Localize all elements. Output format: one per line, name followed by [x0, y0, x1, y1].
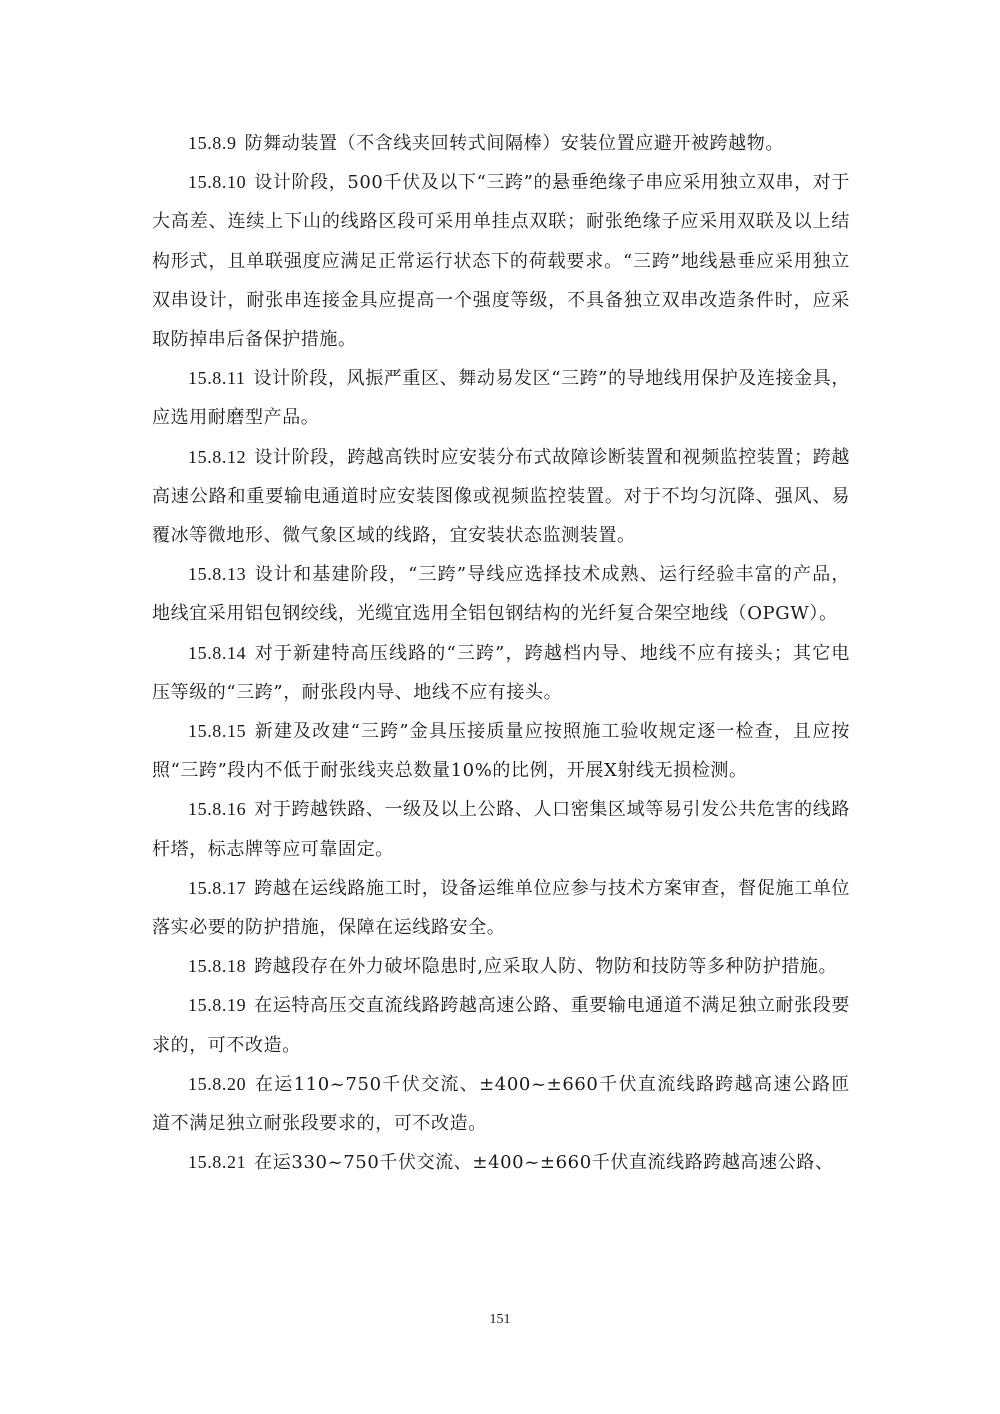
clause-number: 15.8.21 — [188, 1152, 247, 1173]
clause-text: 防舞动装置（不含线夹回转式间隔棒）安装位置应避开被跨越物。 — [244, 133, 785, 154]
clause-15-8-18 — [152, 947, 850, 986]
clause-text: 设计和基建阶段，“三跨”导线应选择技术成熟、运行经验丰富的产品，地线宜采用铝包钢绞线，光缆宜选用全铝包钢结构的光纤复合架空地线（OPGW）。 — [152, 564, 850, 625]
clause-text: 设计阶段，风振严重区、舞动易发区“三跨”的导地线用保护及连接金具，应选用耐磨型产品。 — [152, 368, 850, 429]
clause-number: 15.8.16 — [188, 799, 247, 820]
clause-15-8-12 — [152, 438, 850, 556]
clause-15-8-21 — [152, 1143, 850, 1182]
clause-15-8-17 — [152, 869, 850, 947]
clause-15-8-20 — [152, 1065, 850, 1143]
clause-text: 新建及改建“三跨”金具压接质量应按照施工验收规定逐一检查，且应按照“三跨”段内不低于耐张线夹总数量10%的比例，开展X射线无损检测。 — [152, 721, 850, 782]
clause-number: 15.8.13 — [188, 564, 247, 585]
clause-text: 跨越段存在外力破坏隐患时,应采取人防、物防和技防等多种防护措施。 — [254, 956, 838, 978]
clause-text: 设计阶段，500千伏及以下“三跨”的悬垂绝缘子串应采用独立双串，对于大高差、连续上下山的线路区段可采用单挂点双联；耐张绝缘子应采用双联及以上结构形式，且单联强度应满足正常运行状态下的荷载要求。“三跨”地线悬垂应采用独立双串设计，耐张串连接金具应提高一个强度等级，不具备独立双串改造条件时，应采取防掉串后备保护措施。 — [152, 172, 850, 351]
clause-15-8-15 — [152, 712, 850, 790]
clause-text: 跨越在运线路施工时，设备运维单位应参与技术方案审查，督促施工单位落实必要的防护措施，保障在运线路安全。 — [152, 877, 850, 939]
clause-15-8-16 — [152, 790, 850, 868]
clause-number: 15.8.10 — [188, 172, 247, 193]
clause-text: 设计阶段，跨越高铁时应安装分布式故障诊断装置和视频监控装置；跨越高速公路和重要输电通道时应安装图像或视频监控装置。对于不均匀沉降、强风、易覆冰等微地形、微气象区域的线路，宜安装状态监测装置。 — [152, 446, 850, 547]
clause-15-8-10 — [152, 163, 850, 359]
clause-number: 15.8.14 — [188, 642, 247, 663]
page-number: 151 — [489, 1312, 511, 1327]
clause-15-8-14 — [152, 634, 850, 712]
clause-text: 在运特高压交直流线路跨越高速公路、重要输电通道不满足独立耐张段要求的，可不改造。 — [152, 995, 850, 1056]
clause-number: 15.8.12 — [188, 446, 247, 467]
clause-15-8-19 — [152, 986, 850, 1064]
clause-15-8-13 — [152, 555, 850, 633]
clause-number: 15.8.18 — [188, 956, 247, 977]
clause-text: 对于跨越铁路、一级及以上公路、人口密集区域等易引发公共危害的线路杆塔，标志牌等应可靠固定。 — [152, 799, 850, 860]
clause-number: 15.8.17 — [188, 877, 247, 898]
clause-list — [152, 124, 850, 1182]
clause-number: 15.8.15 — [188, 721, 247, 742]
clause-text: 对于新建特高压线路的“三跨”，跨越档内导、地线不应有接头；其它电压等级的“三跨”，耐张段内导、地线不应有接头。 — [152, 642, 850, 703]
clause-number: 15.8.20 — [188, 1073, 247, 1094]
clause-text: 在运330~750千伏交流、±400~±660千伏直流线路跨越高速公路、 — [254, 1152, 834, 1174]
clause-number: 15.8.19 — [188, 995, 247, 1016]
clause-text: 在运110~750千伏交流、±400~±660千伏直流线路跨越高速公路匝道不满足独立耐张段要求的，可不改造。 — [152, 1073, 850, 1135]
clause-number: 15.8.9 — [188, 133, 237, 153]
clause-number: 15.8.11 — [188, 368, 246, 389]
clause-15-8-11 — [152, 359, 850, 437]
clause-15-8-9 — [152, 124, 850, 163]
